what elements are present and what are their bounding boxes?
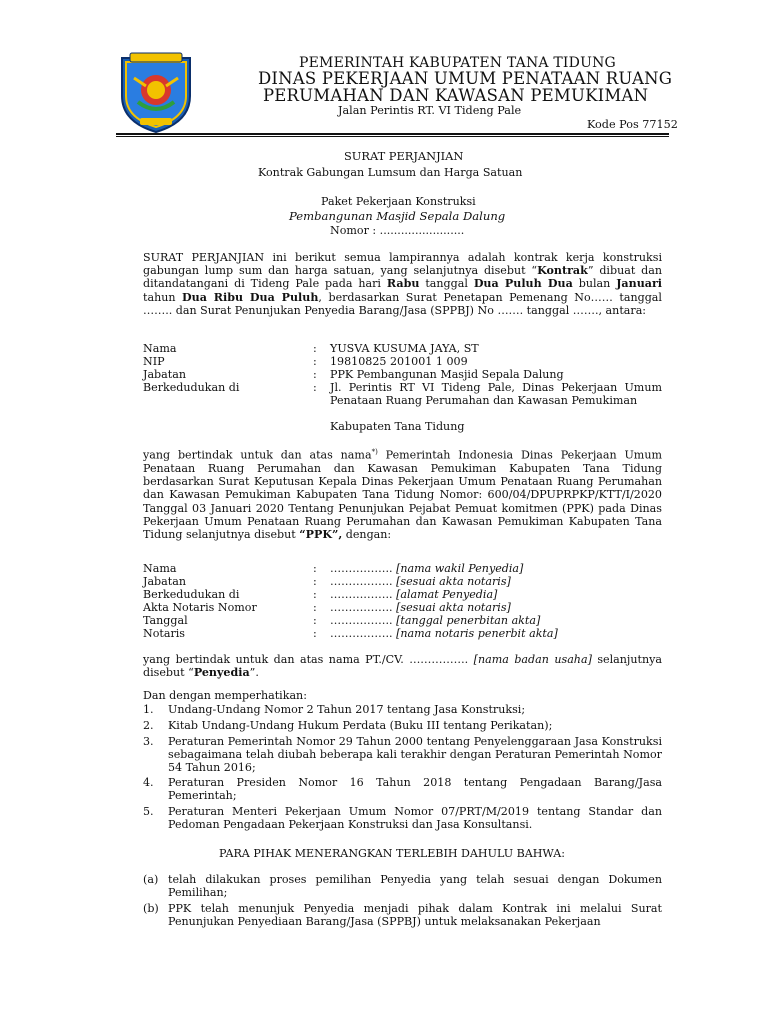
field-value: …………….. [sesuai akta notaris] xyxy=(330,575,511,588)
penyedia-paragraph: yang bertindak untuk dan atas nama PT./CV. ……………. [nama badan usaha] selanjutnya disebut “Penyedia”. xyxy=(143,653,662,680)
header-address: Jalan Perintis RT. VI Tideng Pale xyxy=(338,104,522,117)
para-pihak-heading: PARA PIHAK MENERANGKAN TERLEBIH DAHULU BAHWA: xyxy=(219,847,566,860)
field-label: Berkedudukan di xyxy=(143,381,240,394)
header-divider xyxy=(116,133,669,135)
field-label: Tanggal xyxy=(143,614,188,627)
field-value: …………….. [nama wakil Penyedia] xyxy=(330,562,524,575)
memperhatikan-intro: Dan dengan memperhatikan: xyxy=(143,689,307,702)
field-value: …………….. [nama notaris penerbit akta] xyxy=(330,627,558,640)
field-value: …………….. [tanggal penerbitan akta] xyxy=(330,614,541,627)
nomor-line: Nomor : ........................ xyxy=(330,224,465,237)
document-page: PEMERINTAH KABUPATEN TANA TIDUNG DINAS PEKERJAAN UMUM PENATAAN RUANG PERUMAHAN DAN KAWASAN PEMUKIMAN Jalan Perintis RT. VI Tideng Pale Kode Pos 77152 SURAT PERJANJIAN Kontrak Gabungan Lumsum dan Harga Satuan Paket Pekerjaan Konstruksi Pembangunan Masjid Sepala Dalung Nomor : ........................ SURAT PERJANJIAN ini berikut semua lampirannya adalah kontrak kerja konstruksi gabungan lump sum dan harga satuan, yang selanjutnya disebut “Kontrak” dibuat dan ditandatangani di Tideng Pale pada hari Rabu tanggal Dua Puluh Dua bulan Januari tahun Dua Ribu Dua Puluh, berdasarkan Surat Penetapan Pemenang No…… tanggal …….. dan Surat Penunjukan Penyedia Barang/Jasa (SPPBJ) No ……. tanggal ……., antara: Nama : YUSVA KUSUMA JAYA, ST NIP : 19810825 201001 1 009 Jabatan : PPK Pembangunan Masjid Sepala Dalung Berkedudukan di : Jl. Perintis RT VI Tideng Pale, Dinas Pekerjaan Umum Penataan Ruang Perumahan dan Kawasan Pemukiman Kabupaten Tana Tidung yang bertindak untuk dan atas nama*) Pemerintah Indonesia Dinas Pekerjaan Umum Penataan Ruang Perumahan dan Kawasan Pemukiman Kabupaten Tana Tidung berdasarkan Surat Keputusan Kepala Dinas Pekerjaan Umum Penataan Ruang Perumahan dan Kawasan Pemukiman Kabupaten Tana Tidung Nomor: 600/04/DPUPRPKP/KTT/I/2020 Tanggal 03 Januari 2020 Tentang Penunjukan Pejabat Pemuat komitmen (PPK) pada Dinas Pekerjaan Umum Penataan Ruang Perumahan dan Kawasan Pemukiman Kabupaten Tana Tidung selanjutnya disebut “PPK”, dengan: Nama : …………….. [nama wakil Penyedia] Jabatan : …………….. [sesuai akta notaris] Berkedudukan di : …………….. [alamat Penyedia] Akta Notaris Nomor : …………….. [sesuai akta notaris] Tanggal : …………….. [tanggal penerbitan akta] Notaris : …………….. [nama notaris penerbit akta] yang bertindak untuk dan atas nama PT./CV. ……………. [nama badan usaha] selanjutnya disebut “Penyedia”. Dan dengan memperhatikan: 1. Undang-Undang Nomor 2 Tahun 2017 tentang Jasa Konstruksi; 2. Kitab Undang-Undang Hukum Perdata (Buku III tentang Perikatan); 3. Peraturan Pemerintah Nomor 29 Tahun 2000 tentang Penyelenggaraan Jasa Konstruksi sebagaimana telah diubah beberapa kali terakhir dengan Peraturan Pemerintah Nomor 54 Tahun 2016; 4. Peraturan Presiden Nomor 16 Tahun 2018 tentang Pengadaan Barang/Jasa Pemerintah; 5. Peraturan Menteri Pekerjaan Umum Nomor 07/PRT/M/2019 tentang Standar dan Pedoman Pengadaan Pekerjaan Konstruksi dan Jasa Konsultansi. PARA PIHAK MENERANGKAN TERLEBIH DAHULU BAHWA: (a) telah dilakukan proses pemilihan Penyedia yang telah sesuai dengan Dokumen Pemilihan; (b) PPK telah menunjuk Penyedia menjadi pihak dalam Kontrak ini melalui Surat Penunjukan Penyediaan Barang/Jasa (SPPBJ) untuk melaksanakan Pekerjaan xyxy=(0,0,768,1024)
list-item: PPK telah menunjuk Penyedia menjadi pihak dalam Kontrak ini melalui Surat Penunjukan Penyediaan Barang/Jasa (SPPBJ) untuk melaksanakan Pekerjaan xyxy=(168,902,662,929)
field-label: Jabatan xyxy=(143,575,186,588)
field-label: Notaris xyxy=(143,627,186,640)
field-value: …………….. [sesuai akta notaris] xyxy=(330,601,511,614)
paket-label: Paket Pekerjaan Konstruksi xyxy=(321,195,476,208)
field-value: …………….. [alamat Penyedia] xyxy=(330,588,498,601)
document-title: SURAT PERJANJIAN xyxy=(344,149,464,163)
list-item: Peraturan Presiden Nomor 16 Tahun 2018 tentang Pengadaan Barang/Jasa Pemerintah; xyxy=(168,776,662,803)
field-label: NIP xyxy=(143,355,165,368)
field-label: Jabatan xyxy=(143,368,186,381)
header-postal-code: Kode Pos 77152 xyxy=(587,118,678,131)
field-label: Akta Notaris Nomor xyxy=(143,601,257,614)
header-divider-thin xyxy=(116,136,669,137)
field-label: Berkedudukan di xyxy=(143,588,240,601)
header-government: PEMERINTAH KABUPATEN TANA TIDUNG xyxy=(299,55,616,71)
field-label: Nama xyxy=(143,342,177,355)
list-item: Peraturan Pemerintah Nomor 29 Tahun 2000 tentang Penyelenggaraan Jasa Konstruksi sebagaimana telah diubah beberapa kali terakhir dengan Peraturan Pemerintah Nomor 54 Tahun 2016; xyxy=(168,735,662,775)
project-name: Pembangunan Masjid Sepala Dalung xyxy=(289,209,506,223)
ppk-kabupaten-value: Kabupaten Tana Tidung xyxy=(330,420,465,433)
ppk-name-value: YUSVA KUSUMA JAYA, ST xyxy=(330,342,479,355)
ppk-paragraph: yang bertindak untuk dan atas nama*) Pemerintah Indonesia Dinas Pekerjaan Umum Penataan Ruang Perumahan dan Kawasan Pemukiman Kabupaten Tana Tidung berdasarkan Surat Keputusan Kepala Dinas Pekerjaan Umum Penataan Ruang Perumahan dan Kawasan Pemukiman Kabupaten Tana Tidung Nomor: 600/04/DPUPRPKP/KTT/I/2020 Tanggal 03 Januari 2020 Tentang Penunjukan Pejabat Pemuat komitmen (PPK) pada Dinas Pekerjaan Umum Penataan Ruang Perumahan dan Kawasan Pemukiman Kabupaten Tana Tidung selanjutnya disebut “PPK”, dengan: xyxy=(143,448,662,541)
list-item: telah dilakukan proses pemilihan Penyedia yang telah sesuai dengan Dokumen Pemilihan; xyxy=(168,873,662,900)
header-agency-2: PERUMAHAN DAN KAWASAN PEMUKIMAN xyxy=(263,86,649,105)
ppk-address-value: Jl. Perintis RT VI Tideng Pale, Dinas Pekerjaan Umum Penataan Ruang Perumahan dan Kawasan Pemukiman xyxy=(330,381,662,408)
list-item: Undang-Undang Nomor 2 Tahun 2017 tentang Jasa Konstruksi; xyxy=(168,703,526,716)
document-subtitle: Kontrak Gabungan Lumsum dan Harga Satuan xyxy=(258,166,523,179)
intro-paragraph: SURAT PERJANJIAN ini berikut semua lampirannya adalah kontrak kerja konstruksi gabungan lump sum dan harga satuan, yang selanjutnya disebut “Kontrak” dibuat dan ditandatangani di Tideng Pale pada hari Rabu tanggal Dua Puluh Dua bulan Januari tahun Dua Ribu Dua Puluh, berdasarkan Surat Penetapan Pemenang No…… tanggal …….. dan Surat Penunjukan Penyedia Barang/Jasa (SPPBJ) No ……. tanggal ……., antara: xyxy=(143,251,663,317)
kabupaten-logo-icon xyxy=(116,50,196,134)
ppk-nip-value: 19810825 201001 1 009 xyxy=(330,355,468,368)
field-label: Nama xyxy=(143,562,177,575)
list-item: Peraturan Menteri Pekerjaan Umum Nomor 07/PRT/M/2019 tentang Standar dan Pedoman Pengadaan Pekerjaan Konstruksi dan Jasa Konsultansi. xyxy=(168,805,662,832)
ppk-jabatan-value: PPK Pembangunan Masjid Sepala Dalung xyxy=(330,368,564,381)
header-agency: DINAS PEKERJAAN UMUM PENATAAN RUANG xyxy=(258,69,673,88)
list-item: Kitab Undang-Undang Hukum Perdata (Buku III tentang Perikatan); xyxy=(168,719,553,732)
